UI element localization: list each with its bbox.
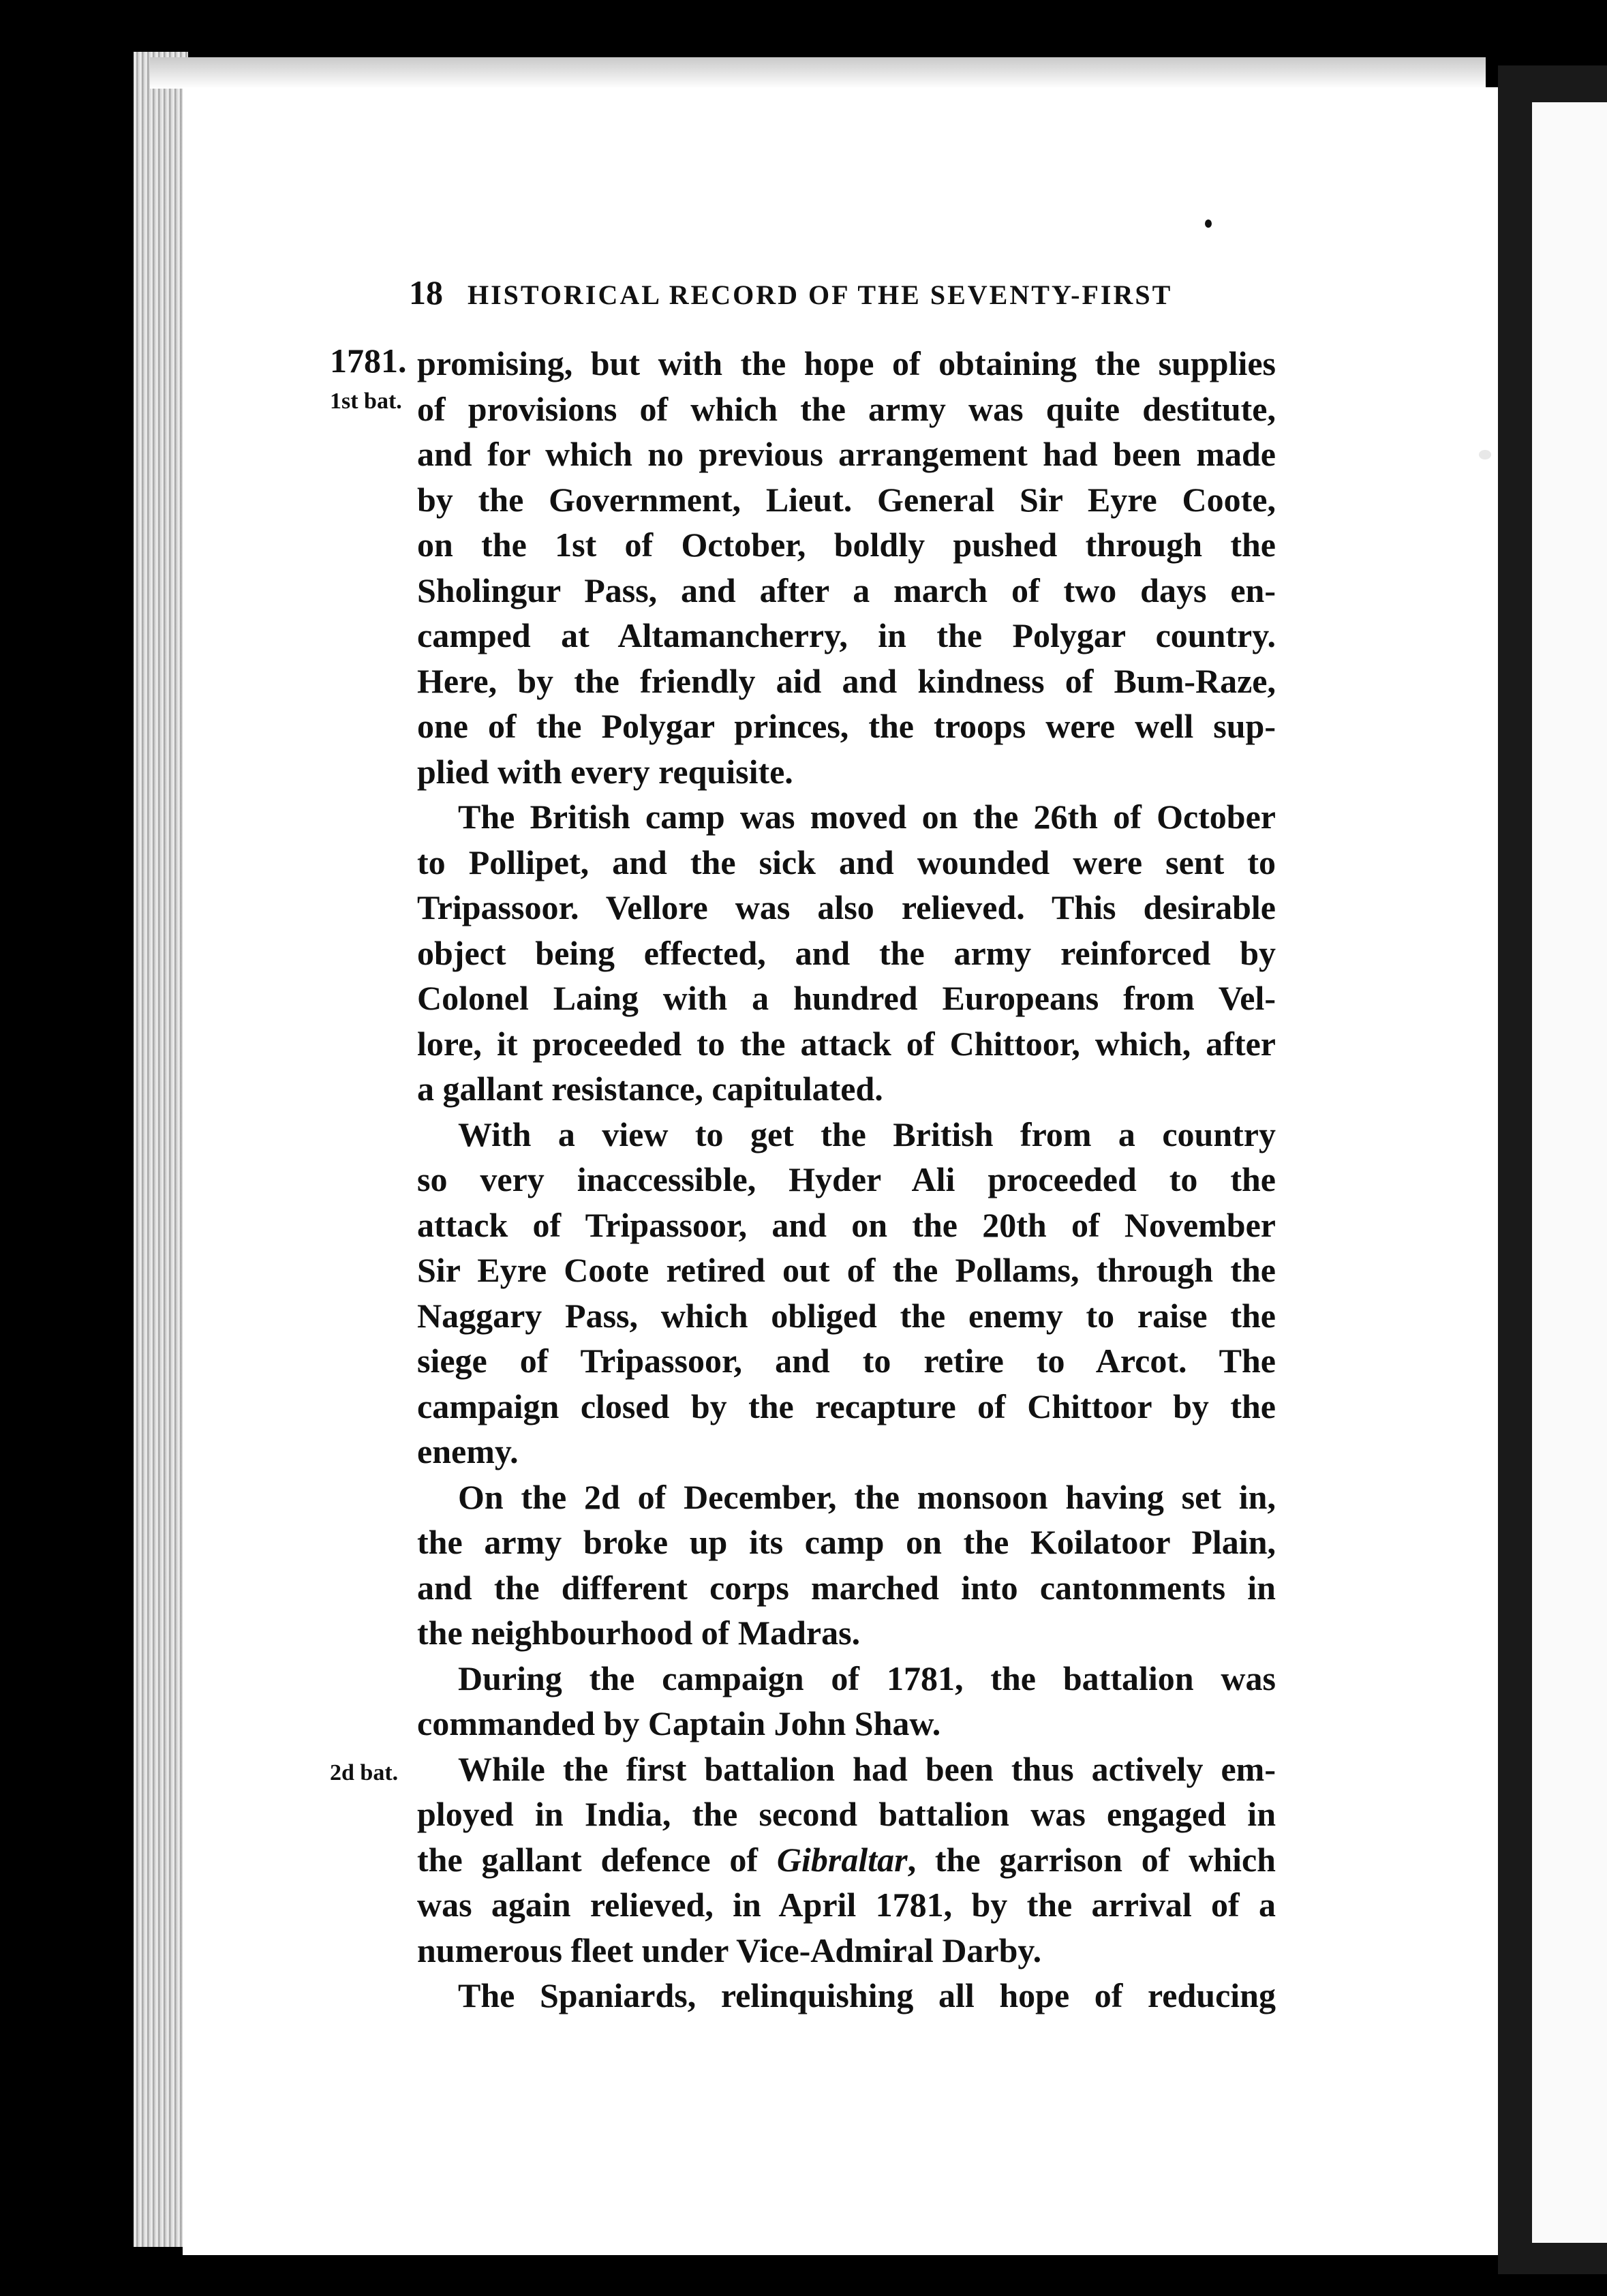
margin-note-year: 1781. — [330, 342, 407, 380]
page-number: 18 — [409, 273, 443, 312]
text-line: and for which no previous arrangement had been made — [417, 435, 1276, 473]
text-line: While the first battalion had been thus actively em- — [458, 1749, 1276, 1788]
text-fragment: the gallant defence of — [417, 1840, 777, 1879]
text-line: With a view to get the British from a country — [458, 1115, 1276, 1153]
text-line: campaign closed by the recapture of Chittoor by the — [417, 1387, 1276, 1425]
text-line: camped at Altamancherry, in the Polygar country. — [417, 616, 1276, 654]
text-line: Naggary Pass, which obliged the enemy to raise the — [417, 1296, 1276, 1335]
text-line: one of the Polygar princes, the troops were well sup- — [417, 707, 1276, 745]
text-line: enemy. — [417, 1432, 519, 1470]
italic-place-name: Gibraltar — [776, 1840, 908, 1879]
text-line: promising, but with the hope of obtaining the supplies — [417, 344, 1276, 382]
text-line: Colonel Laing with a hundred Europeans from Vel- — [417, 979, 1276, 1017]
text-line: attack of Tripassoor, and on the 20th of November — [417, 1205, 1276, 1244]
text-line: by the Government, Lieut. General Sir Eyre Coote, — [417, 480, 1276, 519]
text-line: of provisions of which the army was quite destitute, — [417, 389, 1276, 428]
margin-note-second-battalion: 2d bat. — [330, 1760, 399, 1785]
running-head: HISTORICAL RECORD OF THE SEVENTY-FIRST — [468, 280, 1173, 310]
text-line: so very inaccessible, Hyder Ali proceeded to the — [417, 1160, 1276, 1198]
page-top-shadow — [150, 57, 1486, 89]
page-header — [409, 273, 1227, 312]
facing-page-edge — [1532, 102, 1607, 2243]
text-line: was again relieved, in April 1781, by the arrival of a — [417, 1886, 1276, 1924]
text-line: a gallant resistance, capitulated. — [417, 1070, 883, 1108]
text-line: The British camp was moved on the 26th of October — [458, 798, 1276, 836]
text-line: commanded by Captain John Shaw. — [417, 1704, 941, 1742]
text-line: Here, by the friendly aid and kindness of Bum-Raze, — [417, 661, 1276, 700]
text-line: on the 1st of October, boldly pushed through the — [417, 526, 1276, 564]
text-line: Sir Eyre Coote retired out of the Pollams, through the — [417, 1251, 1276, 1289]
text-line: The Spaniards, relinquishing all hope of reducing — [458, 1976, 1276, 2014]
text-line: Sholingur Pass, and after a march of two days en- — [417, 571, 1276, 609]
text-line: numerous fleet under Vice-Admiral Darby. — [417, 1931, 1042, 1969]
text-line: siege of Tripassoor, and to retire to Arcot. The — [417, 1342, 1276, 1380]
text-line: to Pollipet, and the sick and wounded were sent to — [417, 843, 1276, 881]
text-line: object being effected, and the army reinforced by — [417, 933, 1276, 972]
page-stack-edges — [134, 52, 188, 2247]
text-line-with-italic — [417, 1837, 1276, 1883]
text-line: and the different corps marched into cantonments in — [417, 1568, 1276, 1607]
text-line: plied with every requisite. — [417, 752, 793, 791]
text-line: During the campaign of 1781, the battalion was — [458, 1659, 1276, 1697]
text-line: On the 2d of December, the monsoon having set in, — [458, 1477, 1276, 1516]
text-line: the army broke up its camp on the Koilatoor Plain, — [417, 1523, 1276, 1561]
ink-speck — [1205, 220, 1212, 228]
paper-speck — [1479, 450, 1491, 459]
text-line: Tripassoor. Vellore was also relieved. This desirable — [417, 888, 1276, 926]
text-line: lore, it proceeded to the attack of Chittoor, which, after — [417, 1024, 1276, 1063]
text-line: the neighbourhood of Madras. — [417, 1614, 861, 1652]
body-text — [417, 341, 1276, 2019]
text-fragment: , the garrison of which — [907, 1840, 1276, 1879]
text-line: ployed in India, the second battalion was engaged in — [417, 1795, 1276, 1833]
margin-note-first-battalion: 1st bat. — [330, 389, 402, 414]
